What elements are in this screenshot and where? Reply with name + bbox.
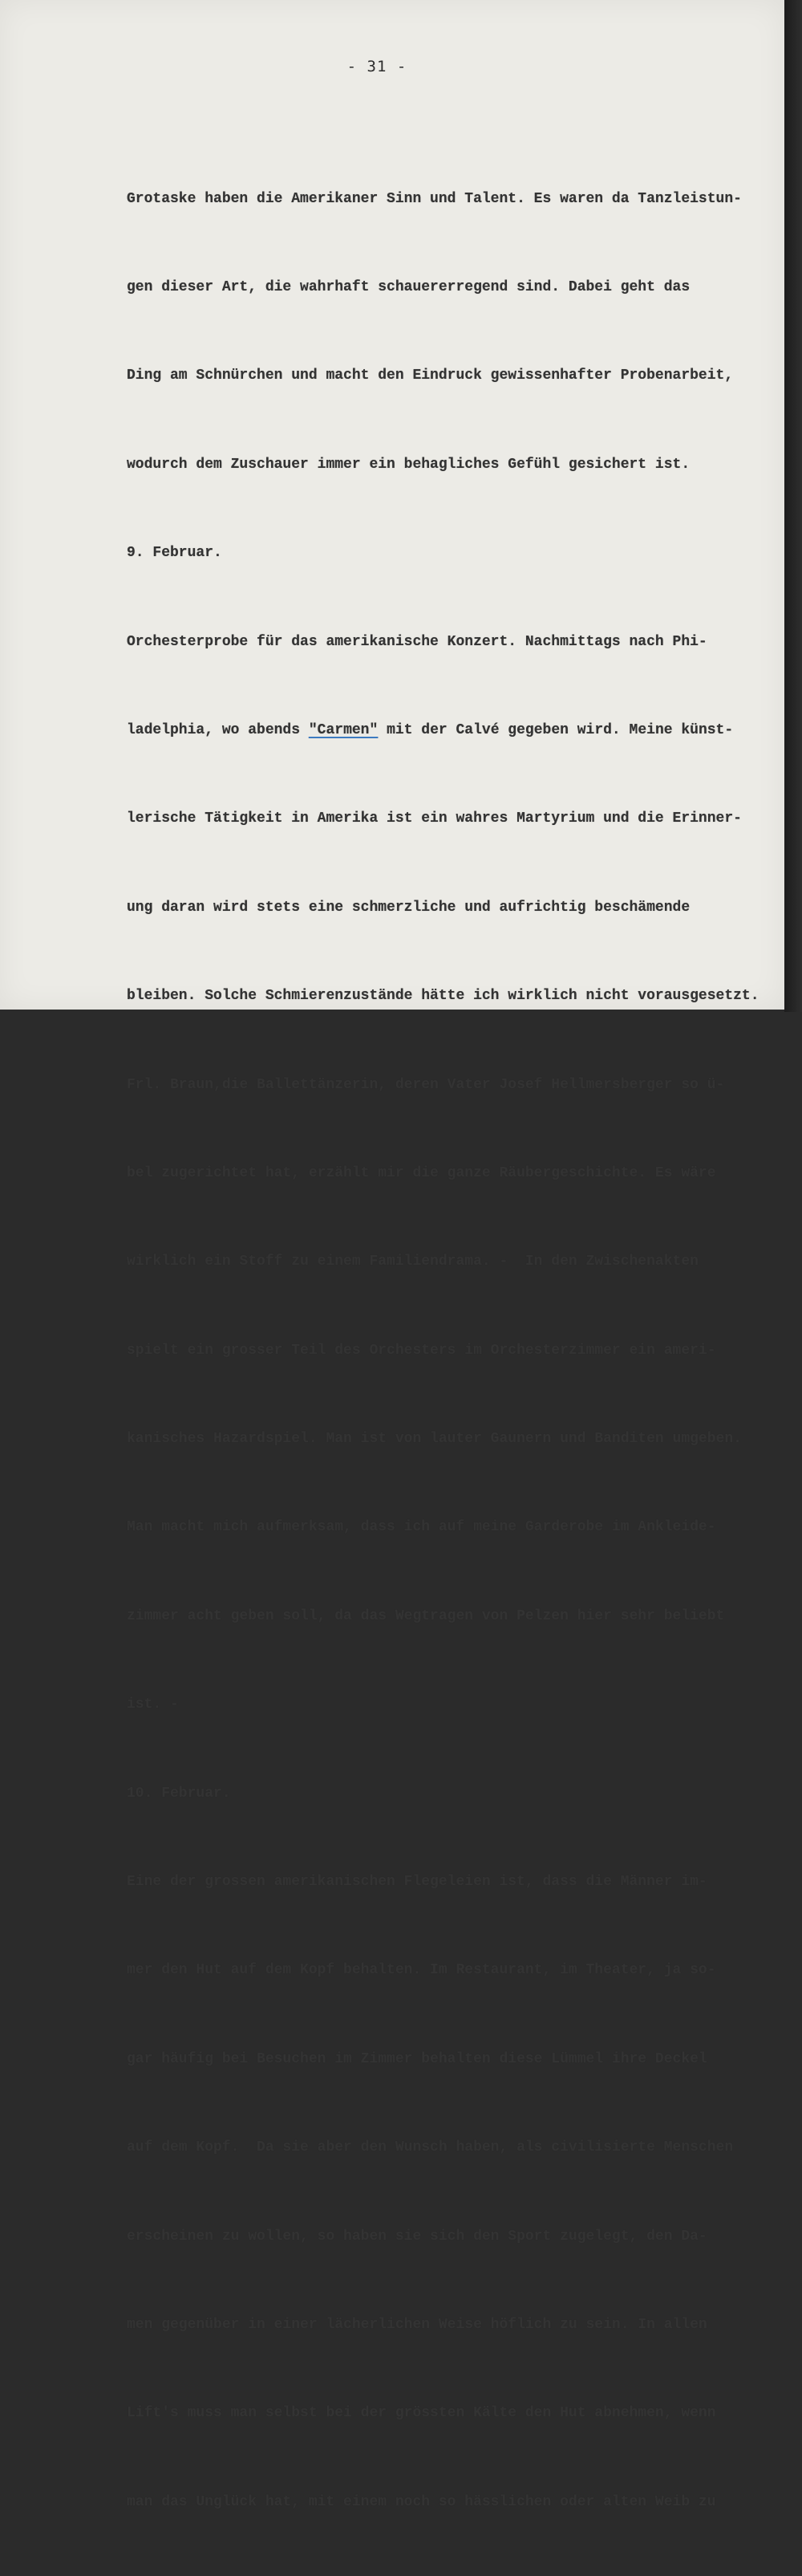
text-line: Frl. Braun,die Ballettänzerin, deren Vater Josef Hellmersberger so ü-: [127, 1076, 725, 1093]
text-line: wirklich ein Stoff zu einem Familiendrama. - In den Zwischenakten: [127, 1253, 699, 1270]
text-fragment: mit der Calvé gegeben wird. Meine künst-: [378, 721, 734, 738]
scan-background-edge: [784, 0, 802, 1012]
text-fragment: ladelphia, wo abends: [127, 721, 301, 738]
text-line: bel zugerichtet hat, erzählt mir die ganze Räubergeschichte. Es wäre: [127, 1164, 716, 1181]
text-line: zimmer acht geben soll, da das Wegtragen von Pelzen hier sehr beliebt: [127, 1607, 725, 1624]
text-line: mer den Hut auf dem Kopf behalten. Im Restaurant, im Theater, ja so-: [127, 1962, 716, 1979]
text-line: man das Unglück hat, mit einem noch so hässlichen oder alten Weib zu: [127, 2493, 716, 2510]
text-line: [127, 716, 768, 746]
text-line: gen dieser Art, die wahrhaft schauererregend sind. Dabei geht das: [127, 278, 691, 295]
typed-body-text: [127, 125, 768, 2576]
text-line: Ding am Schnürchen und macht den Eindruck gewissenhafter Probenarbeit,: [127, 368, 734, 384]
text-line: men gegenüber in einer lächerlichen Weise höflich zu sein. In allen: [127, 2316, 707, 2333]
text-line: wodurch dem Zuschauer immer ein behagliches Gefühl gesichert ist.: [127, 456, 691, 473]
text-line: Grotaske haben die Amerikaner Sinn und Talent. Es waren da Tanzleistun-: [127, 190, 742, 207]
text-line: Man macht mich aufmerksam, dass ich auf meine Garderobe im Ankleide-: [127, 1519, 716, 1536]
page-number: - 31 -: [346, 58, 407, 75]
text-line: Eine der grossen amerikanischen Flegeleien ist, dass die Männer im-: [127, 1874, 707, 1891]
text-line: ung daran wird stets eine schmerzliche und aufrichtig beschämende: [127, 899, 691, 916]
text-line: lerische Tätigkeit in Amerika ist ein wahres Martyrium und die Erinner-: [127, 811, 742, 827]
underlined-title: "Carmen": [308, 721, 379, 738]
text-line: Orchesterprobe für das amerikanische Konzert. Nachmittags nach Phi-: [127, 633, 707, 650]
text-line: kanisches Hazardspiel. Man ist von lauter Gaunern und Banditen umgeben.: [127, 1431, 742, 1448]
text-line: gar häufig bei Besuchen im Zimmer behalten diese Lümmel ihre Deckel: [127, 2050, 707, 2067]
text-line: Lift's muss man selbst bei der grössten Kälte den Hut abnehmen, wenn: [127, 2405, 716, 2422]
text-line: erscheinen zu wollen, so haben sie sich den Sport zugelegt, den Da-: [127, 2228, 707, 2245]
text-line: spielt ein grosser Teil des Orchesters im Orchesterzimmer ein ameri-: [127, 1342, 716, 1359]
text-line: ist. -: [127, 1696, 179, 1713]
text-line: auf dem Kopf. Da sie aber den Wunsch haben, als civilisierte Menschen: [127, 2139, 734, 2156]
date-heading: 9. Februar.: [127, 545, 222, 562]
date-heading: 10. Februar.: [127, 1785, 231, 1802]
text-line: bleiben. Solche Schmierenzustände hätte ich wirklich nicht vorausgesetzt.: [127, 988, 759, 1005]
